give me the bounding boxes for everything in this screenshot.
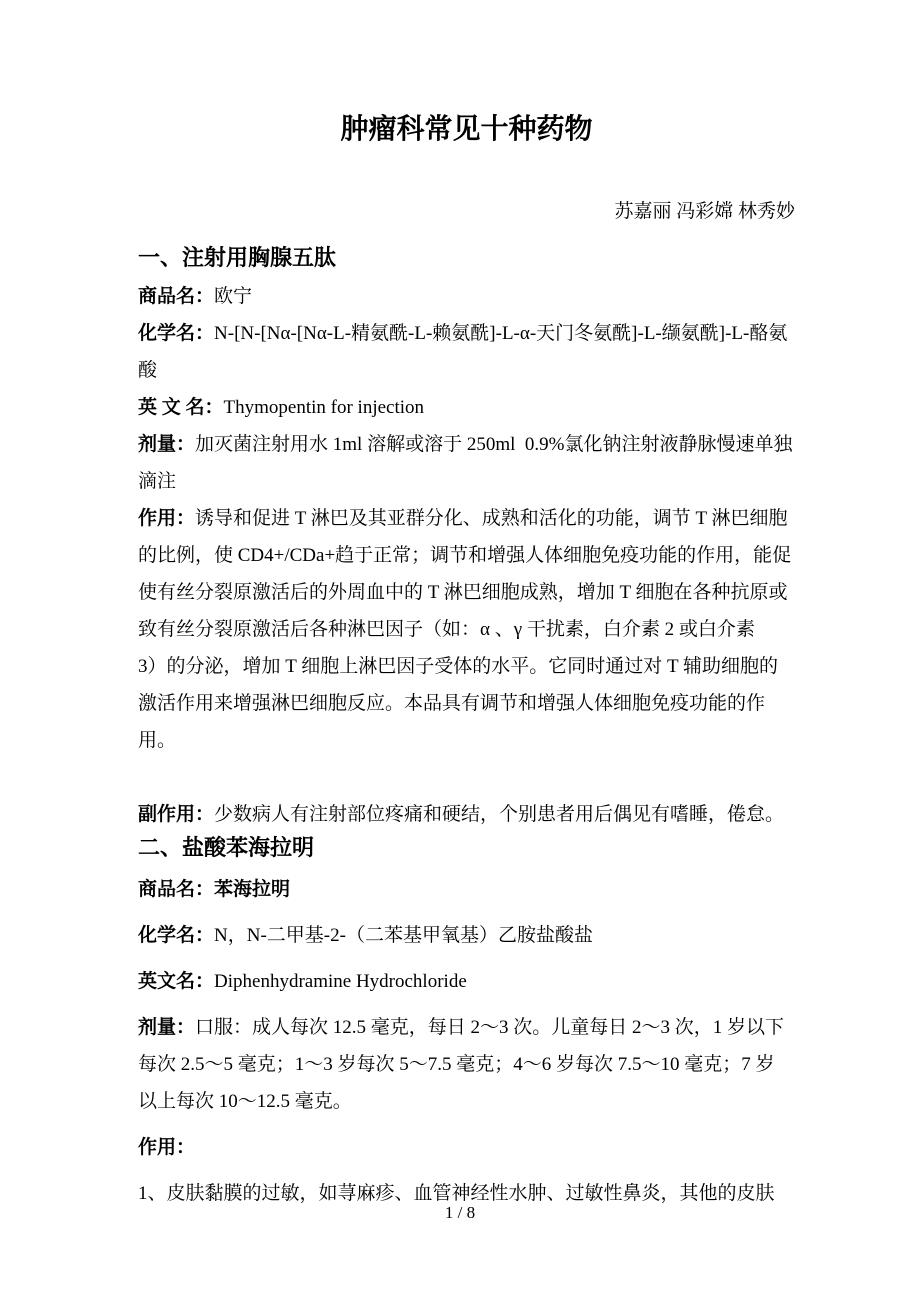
english-name-value-2: Diphenhydramine Hydrochloride bbox=[214, 971, 467, 992]
document-content bbox=[138, 0, 795, 1221]
chemical-name-line-2 bbox=[138, 352, 795, 389]
blank-line bbox=[138, 759, 795, 796]
action-text-5: 3）的分泌，增加 T 细胞上淋巴因子受体的水平。它同时通过对 T 辅助细胞的 bbox=[138, 656, 779, 677]
chemical-name-label: 化学名： bbox=[138, 323, 215, 344]
action-label-2: 作用： bbox=[138, 1137, 196, 1158]
action-text-1: 诱导和促进 T 淋巴及其亚群分化、成熟和活化的功能，调节 T 淋巴细胞 bbox=[195, 508, 788, 529]
chemical-name-value-2: N，N-二甲基-2-（二苯基甲氧基）乙胺盐酸盐 bbox=[214, 925, 593, 946]
action-text-3: 使有丝分裂原激活后的外周血中的 T 淋巴细胞成熟，增加 T 细胞在各种抗原或 bbox=[138, 582, 788, 603]
action-line-4 bbox=[138, 611, 795, 648]
dosage-value-cont: 滴注 bbox=[138, 471, 177, 492]
action-item-1-text: 1、皮肤黏膜的过敏，如荨麻疹、血管神经性水肿、过敏性鼻炎，其他的皮肤 bbox=[138, 1183, 775, 1204]
dosage-value: 加灭菌注射用水 1ml 溶解或溶于 250ml 0.9%氯化钠注射液静脉慢速单独 bbox=[195, 434, 793, 455]
section-2-heading-prefix: 二、盐酸 bbox=[138, 835, 227, 860]
dosage-2-text-2: 每次 2.5～5 毫克；1～3 岁每次 5～7.5 毫克；4～6 岁每次 7.5～10 毫克；7 岁 bbox=[138, 1054, 775, 1075]
dosage-2-line-1 bbox=[138, 1009, 795, 1046]
dosage-2-text-3: 以上每次 10～12.5 毫克。 bbox=[138, 1091, 352, 1112]
english-name-paragraph bbox=[138, 963, 795, 1000]
chemical-name-label-2: 化学名： bbox=[138, 925, 215, 946]
section-2-heading-drug: 苯海拉明 bbox=[226, 835, 315, 860]
dosage-2-line-2 bbox=[138, 1046, 795, 1083]
section-1-heading: 一、注射用胸腺五肽 bbox=[138, 245, 337, 270]
dosage-line-1 bbox=[138, 426, 795, 463]
side-effects-line bbox=[138, 796, 795, 833]
english-name-label-2: 英文名： bbox=[138, 971, 215, 992]
product-name-label: 商品名： bbox=[138, 286, 215, 307]
action-paragraph bbox=[138, 1129, 795, 1166]
chemical-name-value: N-[N-[Nα-[Nα-L-精氨酰-L-赖氨酰]-L-α-天门冬氨酰]-L-缬氨酰]-L-酪氨 bbox=[214, 323, 788, 344]
section-2-body bbox=[138, 871, 795, 1212]
product-name-line bbox=[138, 278, 795, 315]
action-text-2: 的比例，使 CD4+/CDa+趋于正常；调节和增强人体细胞免疫功能的作用，能促 bbox=[138, 545, 792, 566]
side-effects-value: 少数病人有注射部位疼痛和硬结，个别患者用后偶见有嗜睡，倦怠。 bbox=[214, 804, 785, 825]
dosage-2-text-1: 口服：成人每次 12.5 毫克，每日 2～3 次。儿童每日 2～3 次，1 岁以下 bbox=[195, 1017, 785, 1038]
dosage-2-line-3 bbox=[138, 1083, 795, 1120]
action-line-3 bbox=[138, 574, 795, 611]
document-title: 肿瘤科常见十种药物 bbox=[340, 114, 593, 145]
english-name-label: 英 文 名： bbox=[138, 397, 224, 418]
product-name-value: 欧宁 bbox=[214, 286, 253, 307]
action-label: 作用： bbox=[138, 508, 196, 529]
chemical-name-line-1 bbox=[138, 315, 795, 352]
section-2-heading bbox=[138, 833, 795, 863]
dosage-paragraph bbox=[138, 1009, 795, 1120]
action-line-6 bbox=[138, 685, 795, 759]
action-text-6: 激活作用来增强淋巴细胞反应。本品具有调节和增强人体细胞免疫功能的作用。 bbox=[138, 693, 766, 751]
action-text-4: 致有丝分裂原激活后各种淋巴因子（如：α 、γ 干扰素，白介素 2 或白介素 bbox=[138, 619, 755, 640]
english-name-line bbox=[138, 389, 795, 426]
dosage-line-2 bbox=[138, 463, 795, 500]
action-line-1 bbox=[138, 500, 795, 537]
dosage-label: 剂量： bbox=[138, 434, 196, 455]
chemical-name-value-cont: 酸 bbox=[138, 360, 158, 381]
english-name-value: Thymopentin for injection bbox=[223, 397, 425, 418]
action-line-5 bbox=[138, 648, 795, 685]
chemical-name-paragraph bbox=[138, 917, 795, 954]
page-number: 1 / 8 bbox=[444, 1203, 476, 1222]
product-name-label-2: 商品名：苯海拉明 bbox=[138, 879, 291, 900]
authors-line: 苏嘉丽 冯彩嫦 林秀妙 bbox=[614, 201, 795, 222]
dosage-label-2: 剂量： bbox=[138, 1017, 196, 1038]
section-1-body bbox=[138, 278, 795, 833]
product-name-paragraph bbox=[138, 871, 795, 908]
side-effects-label: 副作用： bbox=[138, 804, 215, 825]
action-line-2 bbox=[138, 537, 795, 574]
